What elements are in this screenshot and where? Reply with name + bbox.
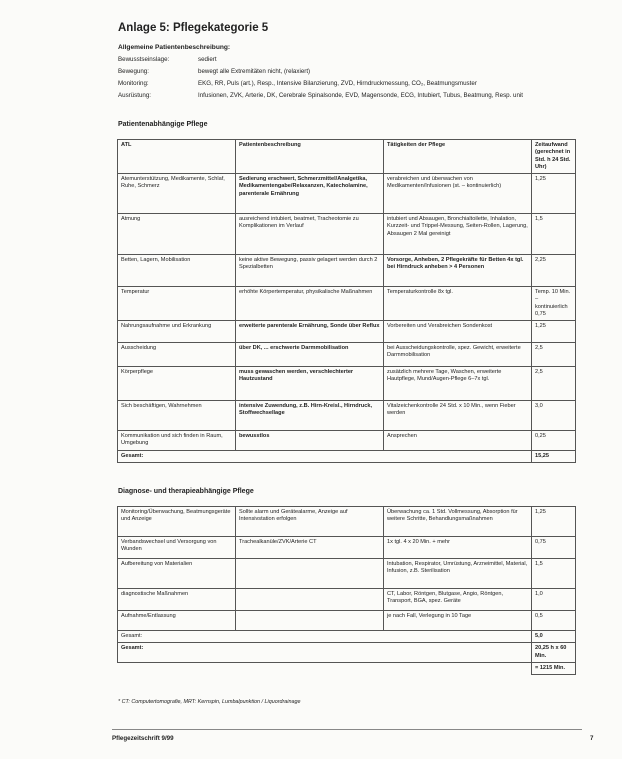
- footer-page-number: 7: [590, 735, 594, 742]
- cell-time: 0,75: [532, 537, 576, 559]
- intro-heading: Allgemeine Patientenbeschreibung:: [118, 44, 231, 51]
- table-row: [118, 431, 576, 451]
- info-row: [118, 92, 588, 99]
- cell-tasks: zusätzlich mehrere Tage, Waschen, erweiterte Hautpflege, Mund/Augen-Pflege 6–7x tgl.: [384, 367, 532, 401]
- header-patient-description: Patientenbeschreibung: [236, 140, 384, 174]
- total-label: Gesamt:: [118, 631, 532, 643]
- info-key: Ausrüstung:: [118, 92, 152, 99]
- info-row: [118, 56, 588, 63]
- info-value: sediert: [198, 56, 217, 63]
- section-title-diagnosis-care: Diagnose- und therapieabhängige Pflege: [118, 488, 254, 495]
- page-title: Anlage 5: Pflegekategorie 5: [118, 22, 269, 34]
- info-row: [118, 80, 588, 87]
- cell-tasks: Vorsorge, Anheben, 2 Pflegekräfte für Betten 4x tgl. bei Hirndruck anheben > 4 Personen: [384, 255, 532, 287]
- cell-description: [236, 559, 384, 589]
- cell-atl: Körperpflege: [118, 367, 236, 401]
- cell-atl: Nahrungsaufnahme und Erkrankung: [118, 321, 236, 343]
- cell-description: Sollte alarm und Gerätealarme, Anzeige auf Intensivstation erfolgen: [236, 507, 384, 537]
- cell-tasks: Überwachung ca. 1 Std. Vollmessung, Absorption für weitere Schritte, Behandlungsmaßnahmen: [384, 507, 532, 537]
- cell-atl: Atemunterstützung, Medikamente, Schlaf, Ruhe, Schmerz: [118, 174, 236, 214]
- cell-tasks: CT, Labor, Röntgen, Blutgase, Angio, Röntgen, Transport, BGA, spez. Geräte: [384, 589, 532, 611]
- table-row: [118, 559, 576, 589]
- grand-total-label: Gesamt:: [118, 643, 532, 663]
- cell-tasks: je nach Fall, Verlegung in 10 Tage: [384, 611, 532, 631]
- cell-atl: Ausscheidung: [118, 343, 236, 367]
- header-nursing-tasks: Tätigkeiten der Pflege: [384, 140, 532, 174]
- table-row: [118, 255, 576, 287]
- cell-description: [236, 611, 384, 631]
- table-row: [118, 367, 576, 401]
- table-row: [118, 611, 576, 631]
- cell-atl: Sich beschäftigen, Wahrnehmen: [118, 401, 236, 431]
- table-row: [118, 321, 576, 343]
- cell-area: diagnostische Maßnahmen: [118, 589, 236, 611]
- cell-time: 2,5: [532, 367, 576, 401]
- cell-area: Verbandswechsel und Versorgung von Wunden: [118, 537, 236, 559]
- section-title-patient-care: Patientenabhängige Pflege: [118, 121, 208, 128]
- cell-tasks: verabreichen und überwachen von Medikamenten/Infusionen (st. – kontinuierlich): [384, 174, 532, 214]
- cell-time: 3,0: [532, 401, 576, 431]
- cell-tasks: Intubation, Respirator, Umrüstung, Arzneimittel, Material, Infusion, z.B. Sterilisation: [384, 559, 532, 589]
- total-row: [118, 631, 576, 643]
- cell-tasks: Ansprechen: [384, 431, 532, 451]
- cell-area: Aufbereitung von Materialien: [118, 559, 236, 589]
- cell-description: Trachealkanüle/ZVK/Arterie CT: [236, 537, 384, 559]
- cell-description: Sedierung erschwert, Schmerzmittel/Analgetika, Medikamentengabe/Relaxanzen, Katecholamine, parenterale Ernährung: [236, 174, 384, 214]
- table-row: [118, 507, 576, 537]
- cell-tasks: bei Ausscheidungskontrolle, spez. Gewicht, erweiterte Darmmobilisation: [384, 343, 532, 367]
- total-value: 15,25: [532, 451, 576, 463]
- cell-time: 1,5: [532, 214, 576, 255]
- cell-time: 0,5: [532, 611, 576, 631]
- grand-total-value: 20,25 h x 60 Min.: [532, 643, 576, 663]
- diagnosis-care-table: [117, 506, 576, 675]
- total-row: [118, 451, 576, 463]
- info-value: Infusionen, ZVK, Arterie, DK, Cerebrale Spinalsonde, EVD, Magensonde, ECG, Intubiert, Tubus, Beatmung, Resp. unit: [198, 92, 524, 99]
- cell-description: [236, 589, 384, 611]
- cell-time: 1,25: [532, 507, 576, 537]
- cell-time: 1,25: [532, 174, 576, 214]
- cell-description: ausreichend intubiert, beatmet, Tracheotomie zu Komplikationen im Verlauf: [236, 214, 384, 255]
- cell-area: Monitoring/Überwachung, Beatmungsgeräte und Anzeige: [118, 507, 236, 537]
- cell-time: 1,5: [532, 559, 576, 589]
- total-minutes: = 1215 Min.: [532, 662, 576, 674]
- cell-time: 2,5: [532, 343, 576, 367]
- info-row: [118, 68, 588, 75]
- cell-tasks: Vorbereiten und Verabreichen Sondenkost: [384, 321, 532, 343]
- cell-description: erweiterte parenterale Ernährung, Sonde über Reflux: [236, 321, 384, 343]
- header-time: Zeitaufwand (gerechnet in Std. h 24 Std. Uhr): [532, 140, 576, 174]
- cell-atl: Betten, Lagern, Mobilisation: [118, 255, 236, 287]
- cell-description: bewusstlos: [236, 431, 384, 451]
- cell-time: 2,25: [532, 255, 576, 287]
- cell-time: 0,25: [532, 431, 576, 451]
- footer-divider: [112, 729, 582, 730]
- cell-time: 1,25: [532, 321, 576, 343]
- total-label: Gesamt:: [118, 451, 532, 463]
- table-row: [118, 174, 576, 214]
- cell-description: intensive Zuwendung, z.B. Hirn-Kreisl., Hirndruck, Stoffwechsellage: [236, 401, 384, 431]
- cell-tasks: Temperaturkontrolle 8x tgl.: [384, 287, 532, 321]
- cell-area: Aufnahme/Entlassung: [118, 611, 236, 631]
- total-row: [118, 643, 576, 663]
- total-value: 5,0: [532, 631, 576, 643]
- cell-description: keine aktive Bewegung, passiv gelagert werden durch 2 Spezialbetten: [236, 255, 384, 287]
- footnote: * CT: Computertomografie, MRT: Kernspin, Lumbalpunktion / Liquordrainage: [118, 699, 301, 705]
- table-row: [118, 287, 576, 321]
- info-value: bewegt alle Extremitäten nicht, (relaxiert): [198, 68, 311, 75]
- footer-journal: Pflegezeitschrift 9/99: [112, 735, 174, 742]
- cell-time: 1,0: [532, 589, 576, 611]
- patient-care-table: [117, 139, 576, 463]
- cell-atl: Kommunikation und sich finden in Raum, Umgebung: [118, 431, 236, 451]
- cell-tasks: intubiert und Absaugen, Bronchialtoilette, Inhalation, Kurzzeit- und Trippel-Messung, Seiten-Rollen, Lagerung, Absaugen 2 Mal gereinigt: [384, 214, 532, 255]
- table-row: [118, 401, 576, 431]
- cell-description: über DK, ... erschwerte Darmmobilisation: [236, 343, 384, 367]
- table-row: [118, 214, 576, 255]
- info-key: Bewusstseinslage:: [118, 56, 170, 63]
- total-row: [118, 662, 576, 674]
- info-key: Bewegung:: [118, 68, 149, 75]
- blank-cell: [118, 662, 532, 674]
- cell-atl: Temperatur: [118, 287, 236, 321]
- table-row: [118, 343, 576, 367]
- table-row: [118, 589, 576, 611]
- cell-description: muss gewaschen werden, verschlechterter Hautzustand: [236, 367, 384, 401]
- cell-atl: Atmung: [118, 214, 236, 255]
- header-atl: ATL: [118, 140, 236, 174]
- table-row: [118, 537, 576, 559]
- cell-description: erhöhte Körpertemperatur, physikalische Maßnahmen: [236, 287, 384, 321]
- cell-tasks: Vitalzeichenkontrolle 24 Std. x 10 Min., wenn Fieber werden: [384, 401, 532, 431]
- cell-time: Temp. 10 Min. – kontinuierlich 0,75: [532, 287, 576, 321]
- info-key: Monitoring:: [118, 80, 149, 87]
- cell-tasks: 1x tgl. 4 x 20 Min. + mehr: [384, 537, 532, 559]
- info-value: EKG, RR, Puls (art.), Resp., Intensive Bilanzierung, ZVD, Hirndruckmessung, CO₂, Beatmungsmuster: [198, 80, 477, 87]
